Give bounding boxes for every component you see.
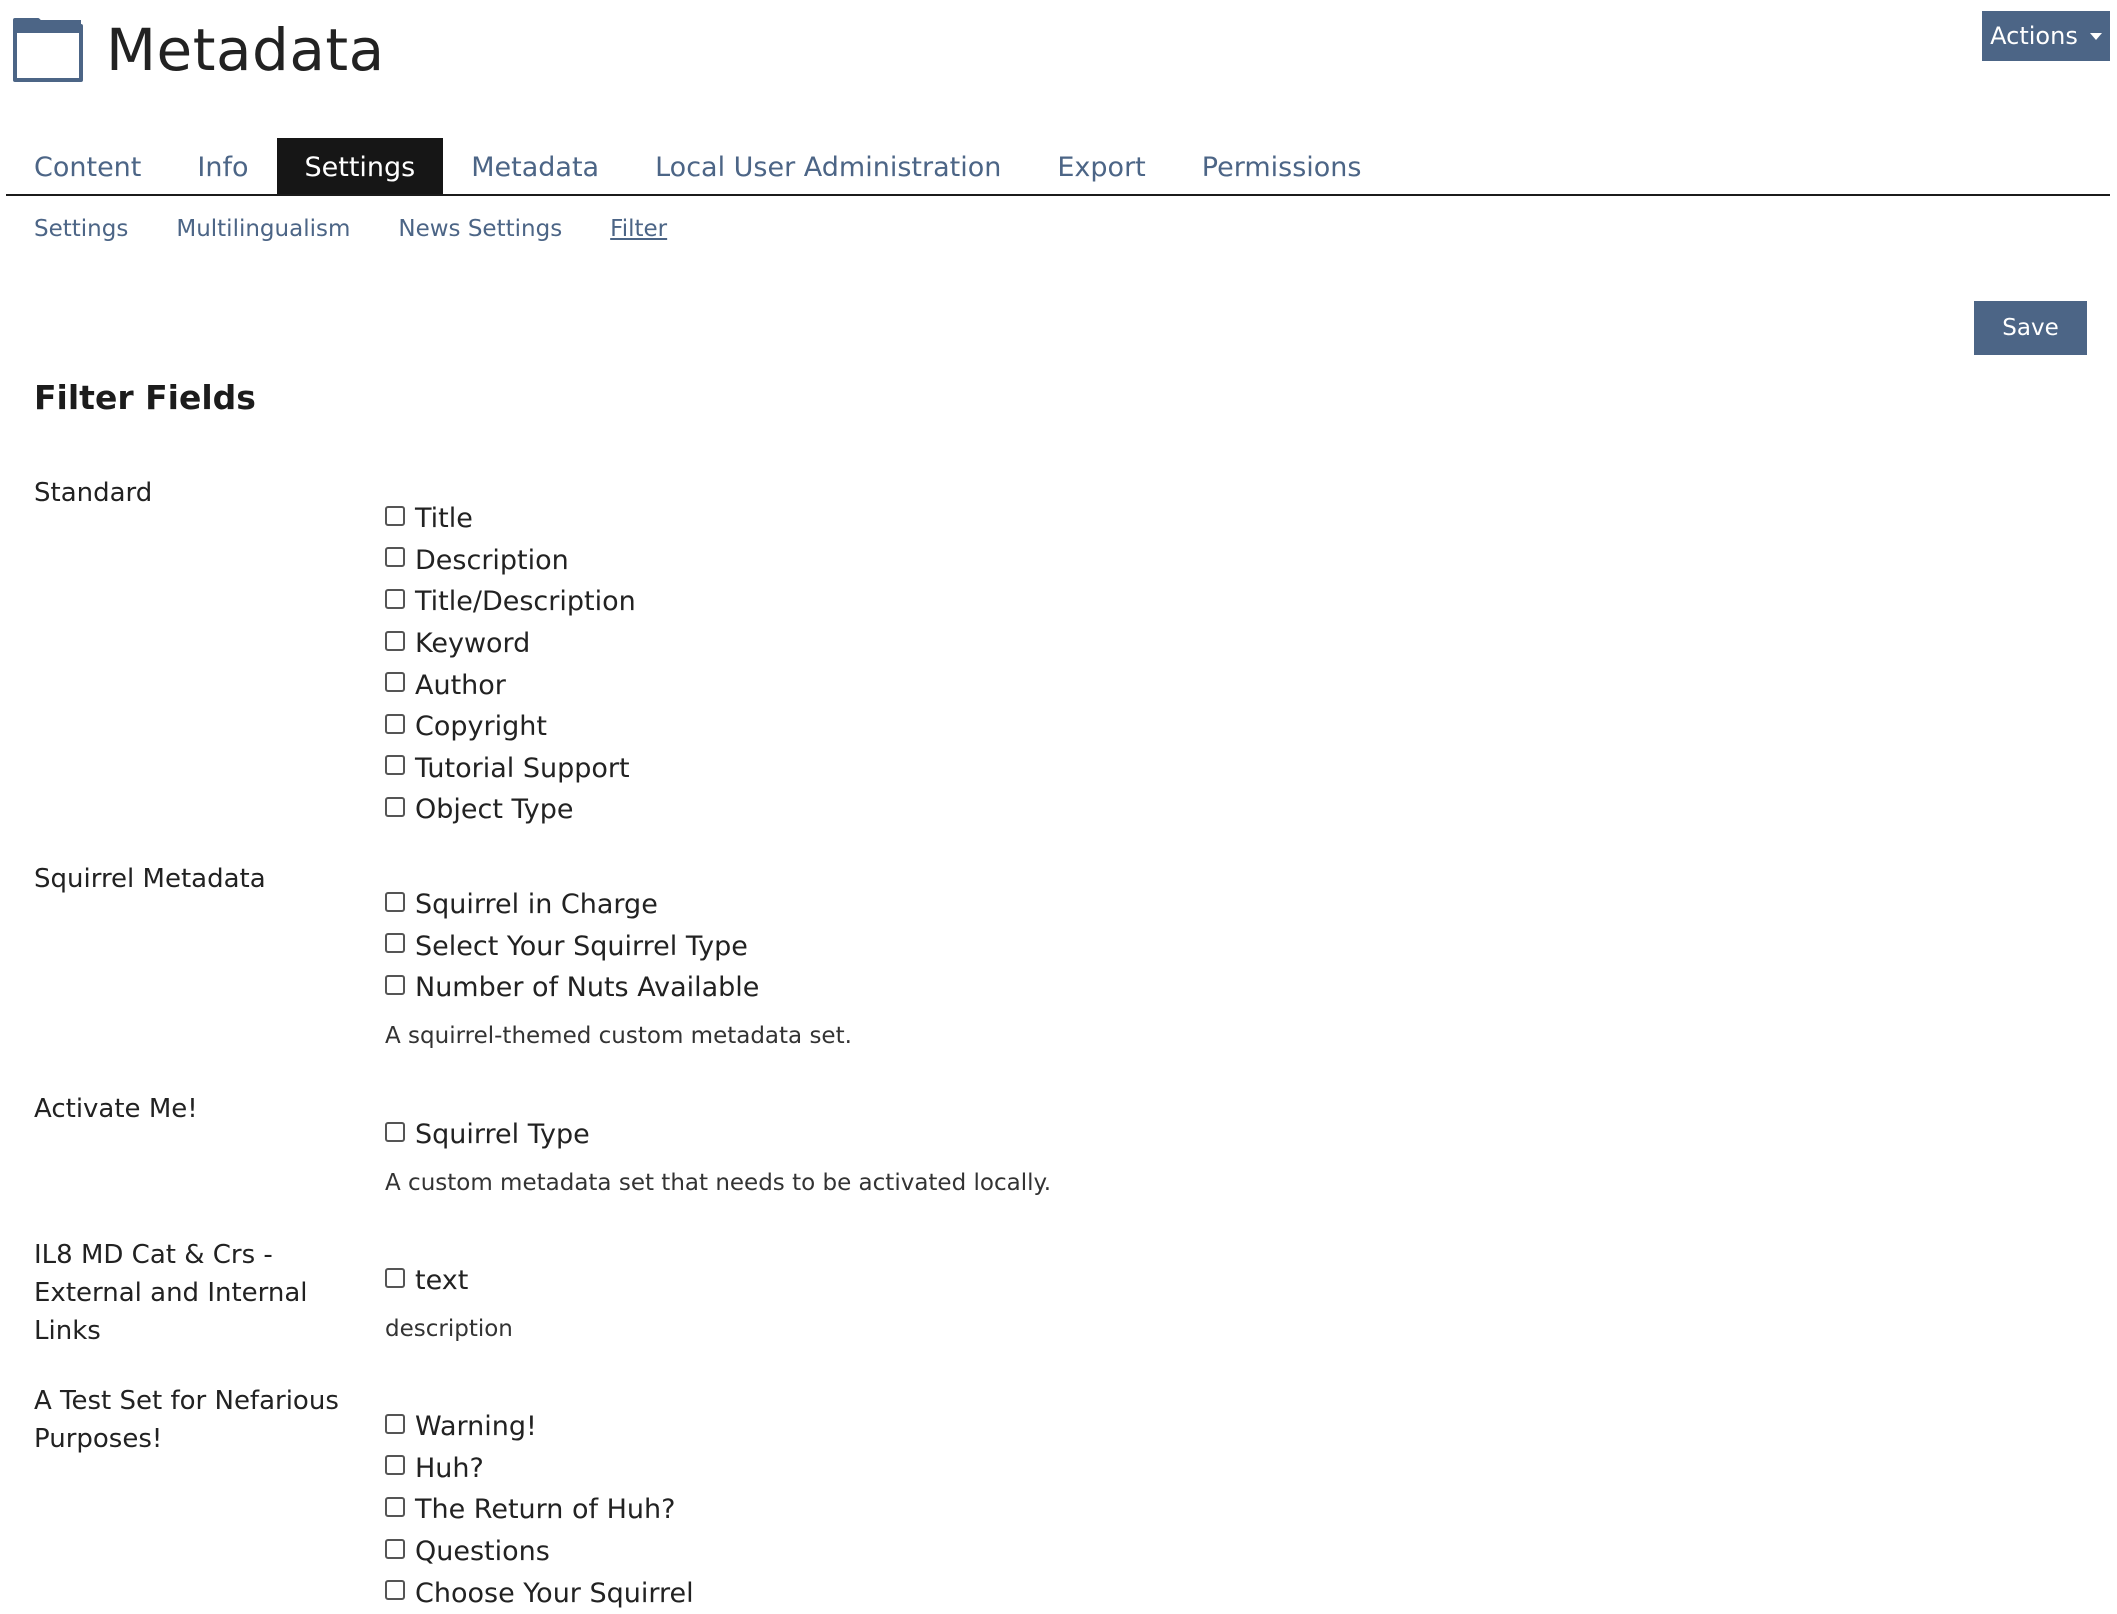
group-label-squirrel-metadata: Squirrel Metadata bbox=[34, 864, 266, 894]
actions-label: Actions bbox=[1990, 22, 2078, 50]
group-label-il8-md-cat-crs: IL8 MD Cat & Crs - External and Internal Links bbox=[34, 1240, 308, 1346]
tab-settings[interactable]: Settings bbox=[277, 138, 444, 194]
subtab-multilingualism[interactable]: Multilingualism bbox=[176, 216, 351, 242]
tab-content[interactable]: Content bbox=[34, 152, 142, 183]
tab-permissions[interactable]: Permissions bbox=[1201, 152, 1362, 183]
checkbox[interactable] bbox=[385, 506, 405, 526]
field-label: Copyright bbox=[415, 711, 547, 743]
field-choose-your-squirrel[interactable] bbox=[385, 1572, 694, 1614]
checkbox[interactable] bbox=[385, 1414, 405, 1434]
sub-tabs bbox=[34, 216, 667, 242]
subtab-settings[interactable]: Settings bbox=[34, 216, 129, 242]
group-fields-il8-md-cat-crs bbox=[385, 1260, 513, 1342]
save-button[interactable]: Save bbox=[1974, 301, 2087, 355]
field-label: text bbox=[415, 1265, 469, 1297]
group-label-activate-me: Activate Me! bbox=[34, 1094, 198, 1124]
main-tabs bbox=[6, 138, 2110, 196]
field-author[interactable] bbox=[385, 664, 636, 706]
checkbox[interactable] bbox=[385, 1580, 405, 1600]
caret-down-icon bbox=[2090, 33, 2102, 40]
field-squirrel-in-charge[interactable] bbox=[385, 884, 852, 926]
field-label: Title/Description bbox=[415, 586, 636, 618]
section-title: Filter Fields bbox=[34, 378, 256, 417]
subtab-filter[interactable]: Filter bbox=[610, 216, 668, 242]
field-label: Number of Nuts Available bbox=[415, 972, 760, 1004]
checkbox[interactable] bbox=[385, 1497, 405, 1517]
field-squirrel-type[interactable] bbox=[385, 1114, 1051, 1156]
group-description: description bbox=[385, 1315, 513, 1342]
checkbox[interactable] bbox=[385, 589, 405, 609]
field-label: Huh? bbox=[415, 1452, 484, 1484]
field-label: Title bbox=[415, 503, 473, 535]
field-keyword[interactable] bbox=[385, 623, 636, 665]
field-label: Warning! bbox=[415, 1411, 537, 1443]
field-the-return-of-huh[interactable] bbox=[385, 1489, 694, 1531]
field-tutorial-support[interactable] bbox=[385, 748, 636, 790]
field-select-your-squirrel-type[interactable] bbox=[385, 926, 852, 968]
group-fields-squirrel-metadata bbox=[385, 884, 852, 1049]
field-label: Author bbox=[415, 669, 506, 701]
field-number-of-nuts-available[interactable] bbox=[385, 967, 852, 1009]
subtab-news-settings[interactable]: News Settings bbox=[398, 216, 563, 242]
field-label: Select Your Squirrel Type bbox=[415, 930, 748, 962]
actions-button[interactable] bbox=[1982, 11, 2110, 61]
field-label: Tutorial Support bbox=[415, 752, 630, 784]
field-text[interactable] bbox=[385, 1260, 513, 1302]
field-title-description[interactable] bbox=[385, 581, 636, 623]
field-label: Description bbox=[415, 544, 569, 576]
checkbox[interactable] bbox=[385, 797, 405, 817]
field-title[interactable] bbox=[385, 498, 636, 540]
checkbox[interactable] bbox=[385, 975, 405, 995]
field-label: Squirrel Type bbox=[415, 1119, 590, 1151]
checkbox[interactable] bbox=[385, 547, 405, 567]
group-description: A custom metadata set that needs to be activated locally. bbox=[385, 1169, 1052, 1196]
checkbox[interactable] bbox=[385, 714, 405, 734]
checkbox[interactable] bbox=[385, 1539, 405, 1559]
group-fields-standard bbox=[385, 498, 636, 831]
field-object-type[interactable] bbox=[385, 789, 636, 831]
checkbox[interactable] bbox=[385, 672, 405, 692]
field-questions[interactable] bbox=[385, 1531, 694, 1573]
group-description: A squirrel-themed custom metadata set. bbox=[385, 1022, 852, 1049]
checkbox[interactable] bbox=[385, 1455, 405, 1475]
group-label-test-set-nefarious: A Test Set for Nefarious Purposes! bbox=[34, 1386, 339, 1454]
field-label: Squirrel in Charge bbox=[415, 889, 658, 921]
group-label-standard: Standard bbox=[34, 478, 153, 508]
field-label: The Return of Huh? bbox=[415, 1494, 676, 1526]
folder-icon bbox=[12, 17, 84, 83]
field-label: Questions bbox=[415, 1536, 550, 1568]
checkbox[interactable] bbox=[385, 1122, 405, 1142]
field-huh[interactable] bbox=[385, 1448, 694, 1490]
field-label: Choose Your Squirrel bbox=[415, 1577, 694, 1609]
tab-local-user-administration[interactable]: Local User Administration bbox=[655, 152, 1002, 183]
tab-export[interactable]: Export bbox=[1057, 152, 1146, 183]
group-fields-test-set-nefarious bbox=[385, 1406, 694, 1614]
checkbox[interactable] bbox=[385, 755, 405, 775]
field-copyright[interactable] bbox=[385, 706, 636, 748]
checkbox[interactable] bbox=[385, 933, 405, 953]
field-description[interactable] bbox=[385, 540, 636, 582]
checkbox[interactable] bbox=[385, 892, 405, 912]
checkbox[interactable] bbox=[385, 631, 405, 651]
field-label: Keyword bbox=[415, 628, 531, 660]
page-title: Metadata bbox=[106, 16, 385, 84]
group-fields-activate-me bbox=[385, 1114, 1051, 1196]
page-header bbox=[12, 10, 385, 90]
tab-metadata[interactable]: Metadata bbox=[471, 152, 600, 183]
field-label: Object Type bbox=[415, 794, 574, 826]
checkbox[interactable] bbox=[385, 1268, 405, 1288]
field-warning[interactable] bbox=[385, 1406, 694, 1448]
tab-info[interactable]: Info bbox=[197, 152, 249, 183]
